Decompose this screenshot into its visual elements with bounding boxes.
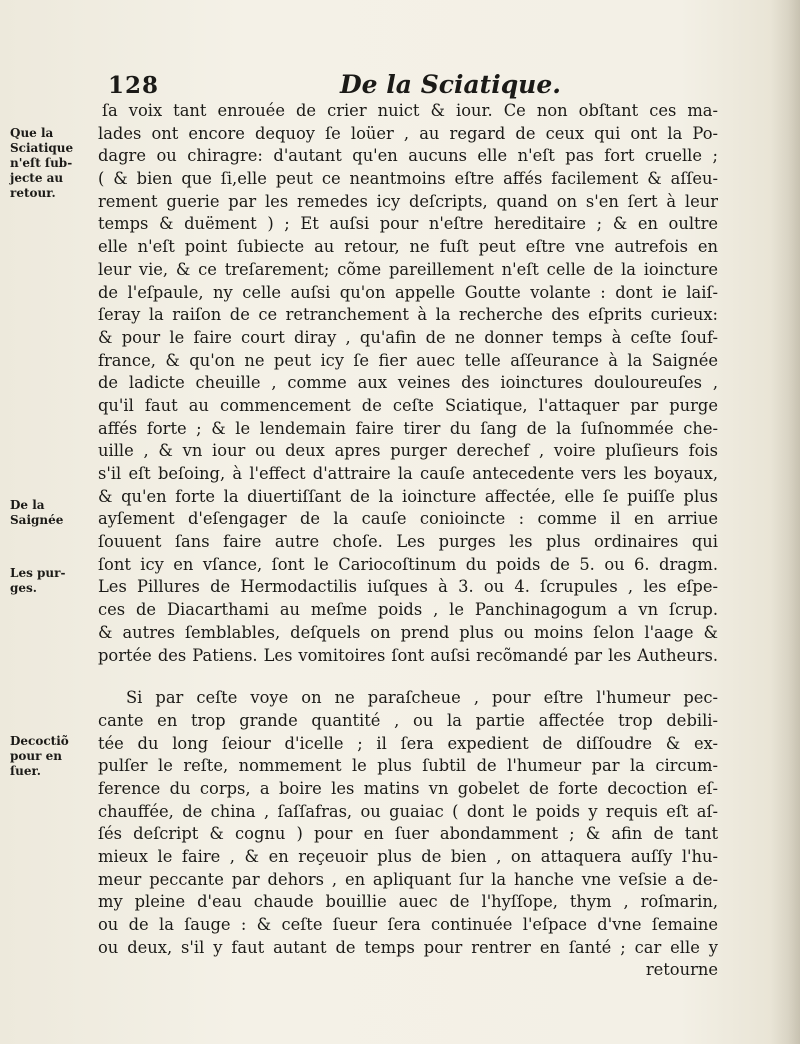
text-line: Les Pillures de Hermodactilis iuſques à 3. ou 4. ſcrupules , les eſpe- [98,577,718,597]
text-line: meur peccante par dehors , en apliquant ſur la hanche vne veſsie a de- [98,869,718,889]
paragraph-gap [98,667,718,687]
text-line: ou deux, s'il y faut autant de temps pour rentrer en ſanté ; car elle y [98,937,718,957]
text-line: leur vie, & ce treſarement; cõme pareillement n'eſt celle de la ioincture [98,259,718,279]
text-line: tée du long ſeiour d'icelle ; il ſera expedient de diſſoudre & ex- [98,733,718,753]
paragraph-2 [98,687,718,982]
sidenote-line: Decoctiõ [10,734,69,748]
sidenote-line: jecte au [10,171,64,185]
text-line: pulſer le reſte, nommement le plus ſubtil de l'humeur par la circum- [98,756,718,776]
sidenote-line: Les pur- [10,566,66,580]
text-line: ſa voix tant enrouée de crier nuict & iour. Ce non obſtant ces ma- [102,101,718,120]
text-line: affés forte ; & le lendemain faire tirer du ſang de la ſuſnommée che- [98,418,718,438]
text-line: portée des Patiens. Les vomitoires ſont auſsi recõmandé par les Autheurs. [98,645,718,665]
sidenote-line: pour en [10,749,62,763]
sidenote-line: De la [10,498,45,512]
text-line: dagre ou chiragre: d'autant qu'en aucuns elle n'eſt pas fort cruelle ; [98,146,718,166]
text-line: mieux le faire , & en reçeuoir plus de bien , on attaquera auſſy l'hu- [98,847,718,866]
text-line: & pour le faire court diray , qu'afin de ne donner temps à ceſte ſouf- [98,327,718,347]
page-gutter-shadow [770,0,800,1044]
text-line: lades ont encore dequoy ſe loüer , au regard de ceux qui ont la Po- [98,123,718,143]
text-line: my pleine d'eau chaude bouillie auec de l'hyſſope, thym , roſmarin, [98,892,718,912]
sidenote-line: retour. [10,186,56,200]
sidenote-line: ſuer. [10,764,41,778]
text-line: & qu'en forte la diuertiſſant de la ioincture affectée, elle ſe puiſſe plus [98,486,718,506]
sidenote-purges [10,566,96,596]
sidenote-saignee [10,498,96,528]
running-title: De la Sciatique. [340,70,561,99]
catchword: retourne [645,960,718,980]
text-line: de l'eſpaule, ny celle auſsi qu'on appelle Goutte volante : dont ie laiſ- [98,282,718,302]
sidenote-line: Sciatique [10,141,74,155]
text-line: ces de Diacarthami au meſme poids , le Panchinagogum a vn ſcrup. [98,600,718,620]
text-line: ( & bien que ſi,elle peut ce neantmoins eſtre affés facilement & aſſeu- [98,169,718,189]
text-line: ference du corps, a boire les matins vn gobelet de forte decoction eſ- [98,778,718,798]
sidenote-sciatique-retour [10,126,96,201]
text-line: uille , & vn iour ou deux apres purger derechef , voire pluſieurs fois [98,441,718,461]
text-line: ſouuent ſans faire autre choſe. Les purges les plus ordinaires qui [98,532,718,552]
paragraph-1 [98,100,718,667]
main-text [98,100,718,982]
text-line: rement guerie par les remedes icy deſcripts, quand on s'en ſert à leur [98,191,718,211]
text-line: elle n'eſt point ſubiecte au retour, ne fuſt peut eſtre vne autrefois en [98,237,718,257]
sidenote-line: Que la [10,126,54,140]
text-line: chauffée, de china , ſaſſafras, ou guaiac ( dont le poids y requis eſt aſ- [98,801,718,821]
sidenote-line: Saignée [10,513,64,527]
page-header [108,68,561,102]
text-line: & autres ſemblables, deſquels on prend plus ou moins ſelon l'aage & [98,622,718,642]
text-line: ſés deſcript & cognu ) pour en ſuer abondamment ; & afin de tant [98,824,718,844]
text-line: cante en trop grande quantité , ou la partie affectée trop debili- [98,710,718,730]
sidenote-line: n'eſt ſub- [10,156,73,170]
text-line: ayſement d'eſengager de la cauſe conioincte : comme il en arriue [98,509,718,529]
text-line: Si par ceſte voye on ne paraſcheue , pour eſtre l'humeur pec- [126,688,718,708]
text-line: de ladicte cheuille , comme aux veines des ioinctures douloureuſes , [98,373,718,393]
page-number: 128 [108,72,160,99]
sidenote-line: ges. [10,581,37,595]
sidenote-decoction [10,734,96,779]
text-line: qu'il faut au commencement de ceſte Sciatique, l'attaquer par purge [98,395,718,415]
text-line: ſont icy en vſance, ſont le Cariocoſtinum du poids de 5. ou 6. dragm. [98,554,718,574]
text-line: ou de la ſauge : & ceſte ſueur ſera continuée l'eſpace d'vne ſemaine [98,915,718,935]
text-line: s'il eſt beſoing, à l'effect d'attraire la cauſe antecedente vers les boyaux, [98,464,718,483]
text-line: france, & qu'on ne peut icy ſe fier auec telle aſſeurance à la Saignée [98,350,718,370]
text-line: temps & duëment ) ; Et auſsi pour n'eſtre hereditaire ; & en oultre [98,214,718,234]
text-line: ſeray la raiſon de ce retranchement à la recherche des eſprits curieux: [98,305,718,325]
